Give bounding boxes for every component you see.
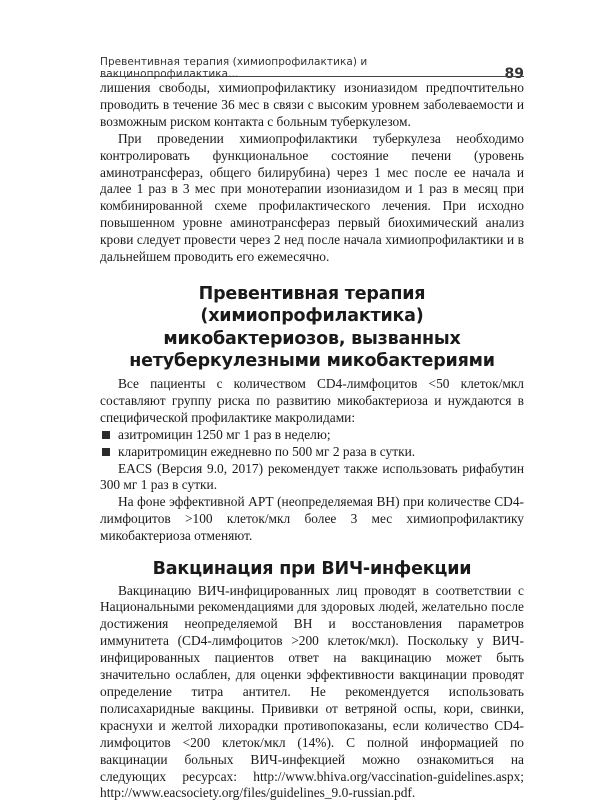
section-title-line: Превентивная терапия (химиопрофилактика) [198, 283, 426, 327]
list-item-text: кларитромицин ежедневно по 500 мг 2 раза в сутки. [118, 443, 416, 459]
square-bullet-icon [102, 431, 110, 439]
header-rule [100, 76, 524, 77]
section-title-vaccination: Вакцинация при ВИЧ-инфекции [152, 559, 472, 580]
risk-group-paragraph: Все пациенты с количеством CD4-лимфоцитов <50 клеток/мкл составляют группу риска по развитию микобактериоза и нуждаются в специфической профилактике макролидами: [100, 375, 524, 425]
macrolide-list [100, 427, 524, 461]
square-bullet-icon [102, 448, 110, 456]
art-paragraph: На фоне эффективной АРТ (неопределяемая ВН) при количестве CD4-лимфоцитов >100 клеток/мкл более 3 мес химиопрофилактику микобактериоза отменяют. [100, 494, 524, 544]
intro-paragraph-continued: лишения свободы, химиопрофилактику изониазидом предпочтительно проводить в течение 36 мес в связи с высоким уровнем заболеваемости и возможным риском контакта с больным туберкулезом. [100, 80, 524, 129]
list-item [100, 427, 524, 444]
page-number: 89 [504, 66, 524, 82]
list-item-text: азитромицин 1250 мг 1 раз в неделю; [118, 426, 331, 442]
vaccination-paragraph: Вакцинацию ВИЧ-инфицированных лиц проводят в соответствии с Национальными рекомендациями для здоровых людей, желательно после достижения неопределяемой ВН и восстановления параметров иммунитета (CD4-лимфоцитов >200 клеток/мкл). Поскольку у ВИЧ-инфицированных пациентов ответ на вакцинацию может быть значительно ослаблен, для оценки эффективности вакцинации проводят определение титра антител. Не рекомендуется использовать полисахаридные вакцины. Прививки от ветряной оспы, кори, свинки, краснухи и желтой лихорадки противопоказаны, если количество CD4-лимфоцитов <200 клеток/мкл (14%). С полной информацией по вакцинации больных ВИЧ-инфекцией можно ознакомиться на следующих ресурсах: http://www.bhiva.org/vaccination-guidelines.aspx; http://www.eacsociety.org/files/guidelines_9.0-russian.pdf. [100, 582, 524, 801]
running-header-title: Превентивная терапия (химиопрофилактика) и вакцинопрофилактика... [100, 56, 368, 80]
section-title-line: нетуберкулезными микобактериями [129, 351, 495, 372]
section-title-line: микобактериозов, вызванных [163, 328, 461, 349]
running-header [100, 56, 524, 82]
list-item [100, 444, 524, 461]
section-title-chemoprophylaxis [100, 283, 524, 373]
intro-paragraph-monitoring: При проведении химиопрофилактики туберкулеза необходимо контролировать функциональное состояние печени (уровень аминотрансфераз, общего билирубина) через 1 мес после ее начала и далее 1 раз в 3 мес при монотерапии изониазидом и 1 раз в месяц при комбинированной схеме профилактического лечения. При исходно повышенном уровне аминотрансфераз первый биохимический анализ крови следует провести через 2 нед после начала химиопрофилактики и в дальнейшем проводить его ежемесячно. [100, 130, 524, 265]
page-content [100, 80, 524, 802]
eacs-paragraph: EACS (Версия 9.0, 2017) рекомендует также использовать рифабутин 300 мг 1 раз в сутки. [100, 460, 524, 493]
